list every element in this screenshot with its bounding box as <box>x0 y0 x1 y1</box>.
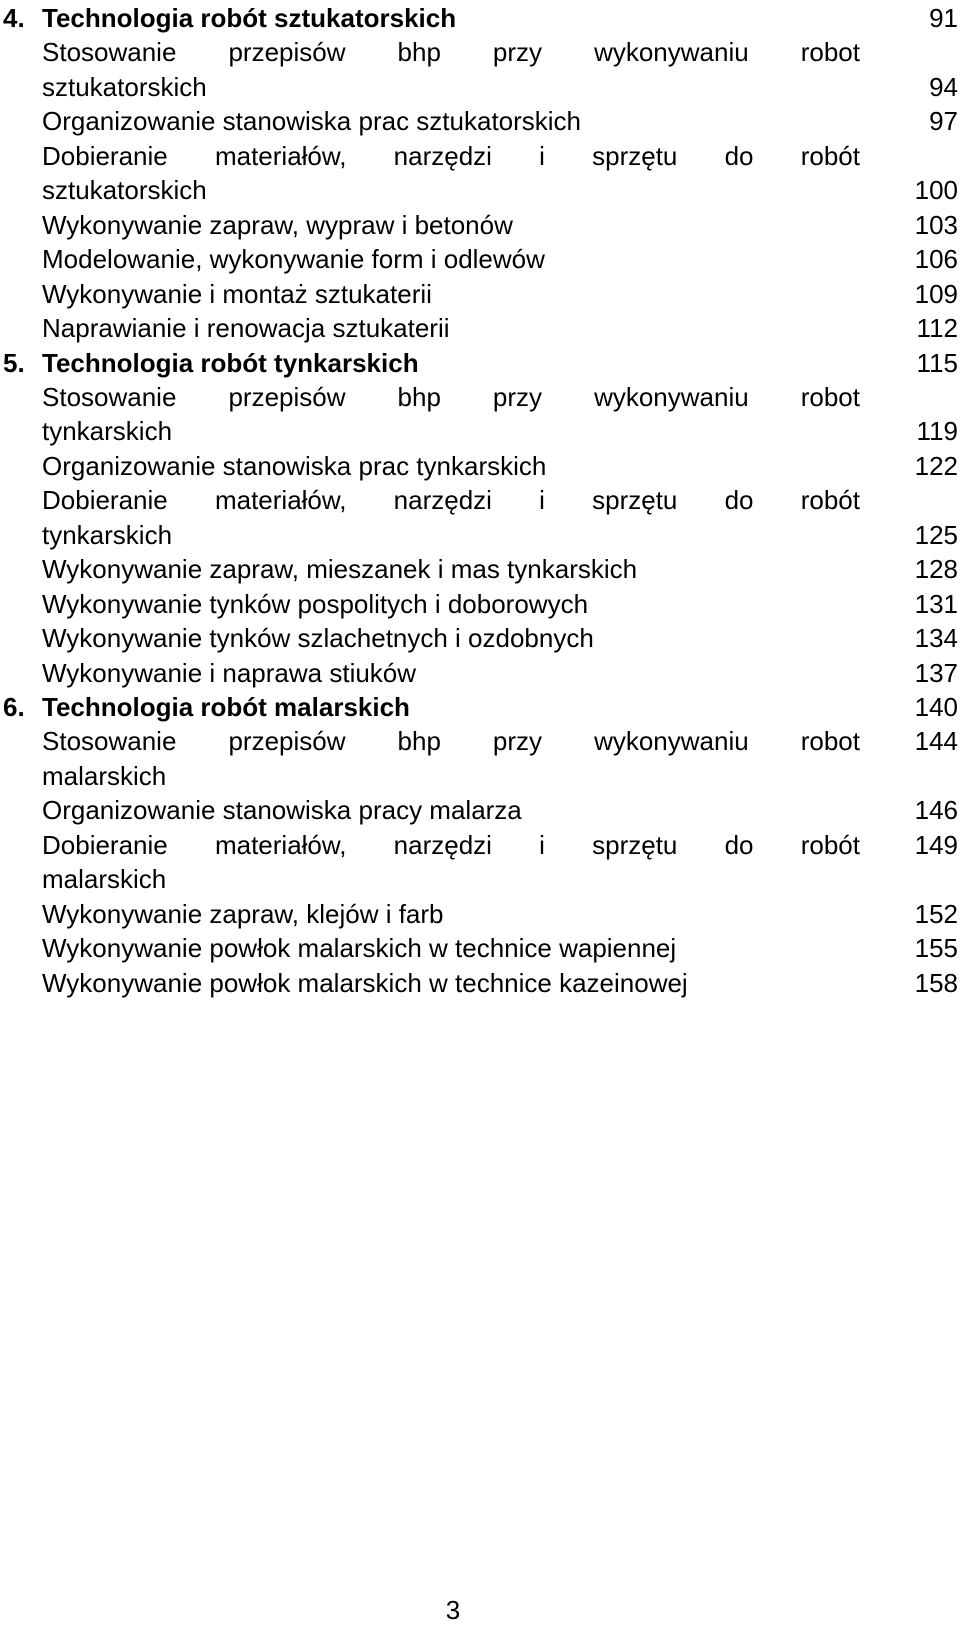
toc-chapter-line <box>0 0 960 36</box>
toc-entry-line <box>0 861 960 897</box>
page-reference: 158 <box>914 967 958 998</box>
entry-title: Organizowanie stanowiska prac tynkarskich <box>42 450 547 481</box>
toc-entry-line <box>0 448 960 484</box>
toc-entry-line <box>0 517 960 553</box>
toc-entry-line <box>0 207 960 243</box>
entry-title: malarskich <box>42 760 167 791</box>
entry-title: tynkarskich <box>42 416 173 447</box>
page-reference: 109 <box>914 278 958 309</box>
entry-title: Wykonywanie zapraw, wypraw i betonów <box>42 209 513 240</box>
page-reference: 125 <box>914 519 958 550</box>
entry-title: Wykonywanie zapraw, klejów i farb <box>42 898 444 929</box>
page-reference: 119 <box>916 416 958 447</box>
toc-entry-line <box>0 758 960 794</box>
entry-title: Wykonywanie i naprawa stiuków <box>42 657 417 688</box>
page-reference: 97 <box>929 106 958 137</box>
entry-title: malarskich <box>42 864 167 895</box>
toc-entry-line <box>0 413 960 449</box>
toc-entry-line <box>0 138 960 174</box>
toc-entry-line <box>0 655 960 691</box>
toc-entry-line <box>0 896 960 932</box>
page-reference: 144 <box>914 726 958 757</box>
entry-title: sztukatorskich <box>42 71 207 102</box>
entry-title: Dobieranie materiałów, narzędzi i sprzętu do robót <box>42 485 860 516</box>
entry-title: Organizowanie stanowiska prac sztukatorskich <box>42 106 582 137</box>
toc-chapter-line <box>0 345 960 381</box>
page-reference: 128 <box>914 554 958 585</box>
page-reference: 131 <box>914 588 958 619</box>
toc-entry-line <box>0 310 960 346</box>
page-reference: 112 <box>916 313 958 344</box>
chapter-title: Technologia robót malarskich <box>42 692 410 722</box>
toc-entry-line <box>0 586 960 622</box>
toc-entry-line <box>0 276 960 312</box>
page-reference: 94 <box>929 71 958 102</box>
entry-title: Stosowanie przepisów bhp przy wykonywaniu robot <box>42 726 860 757</box>
toc-entry-line <box>0 172 960 208</box>
entry-title: Wykonywanie zapraw, mieszanek i mas tynkarskich <box>42 554 638 585</box>
entry-title: Dobieranie materiałów, narzędzi i sprzętu do robót <box>42 140 860 171</box>
toc-entry-line <box>0 723 960 759</box>
entry-title: Modelowanie, wykonywanie form i odlewów <box>42 244 545 275</box>
page-reference: 100 <box>914 175 958 206</box>
page-reference: 140 <box>914 692 958 722</box>
toc-entry-line <box>0 103 960 139</box>
entry-title: Wykonywanie i montaż sztukaterii <box>42 278 432 309</box>
toc-entry-line <box>0 965 960 1001</box>
entry-title: tynkarskich <box>42 519 173 550</box>
toc-entry-line <box>0 34 960 70</box>
entry-title: Wykonywanie tynków szlachetnych i ozdobnych <box>42 623 594 654</box>
toc-entry-line <box>0 482 960 518</box>
page-reference: 152 <box>914 898 958 929</box>
entry-title: Wykonywanie powłok malarskich w technice wapiennej <box>42 933 677 964</box>
toc-chapter-line <box>0 689 960 725</box>
page-reference: 149 <box>914 829 958 860</box>
page-reference: 137 <box>914 657 958 688</box>
chapter-number: 5. <box>3 347 25 378</box>
entry-title: sztukatorskich <box>42 175 207 206</box>
chapter-title: Technologia robót sztukatorskich <box>42 3 457 33</box>
entry-title: Organizowanie stanowiska pracy malarza <box>42 795 522 826</box>
entry-title: Wykonywanie powłok malarskich w technice kazeinowej <box>42 967 688 998</box>
entry-title: Dobieranie materiałów, narzędzi i sprzętu do robót <box>42 829 860 860</box>
page-reference: 122 <box>914 450 958 481</box>
chapter-number: 4. <box>3 3 25 33</box>
page-reference: 91 <box>929 3 958 33</box>
toc-entry-line <box>0 379 960 415</box>
entry-title: Stosowanie przepisów bhp przy wykonywaniu robot <box>42 381 860 412</box>
page-reference: 134 <box>914 623 958 654</box>
page-reference: 115 <box>916 347 958 378</box>
chapter-number: 6. <box>3 692 25 722</box>
page-reference: 155 <box>914 933 958 964</box>
page-reference: 146 <box>914 795 958 826</box>
toc-entry-line <box>0 792 960 828</box>
page-number-footer: 3 <box>445 1595 461 1625</box>
toc-entry-line <box>0 827 960 863</box>
toc-entry-line <box>0 930 960 966</box>
toc-entry-line <box>0 620 960 656</box>
page-reference: 103 <box>914 209 958 240</box>
toc-entry-line <box>0 551 960 587</box>
page-reference: 106 <box>914 244 958 275</box>
entry-title: Wykonywanie tynków pospolitych i doborowych <box>42 588 589 619</box>
toc-entry-line <box>0 241 960 277</box>
chapter-title: Technologia robót tynkarskich <box>42 347 419 378</box>
entry-title: Stosowanie przepisów bhp przy wykonywaniu robot <box>42 37 860 68</box>
toc-entry-line <box>0 69 960 105</box>
entry-title: Naprawianie i renowacja sztukaterii <box>42 313 450 344</box>
